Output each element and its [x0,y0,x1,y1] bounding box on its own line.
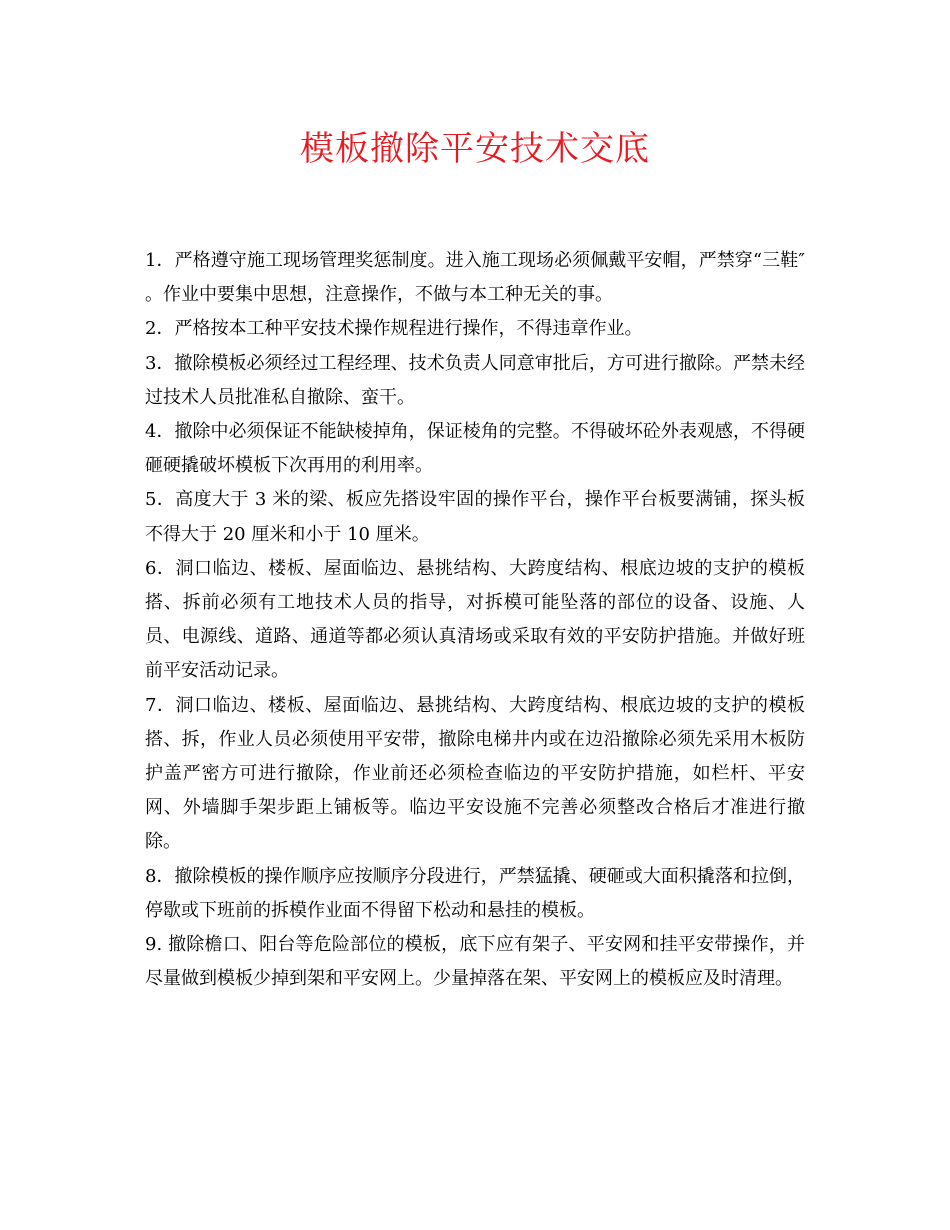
document-body [145,244,805,996]
list-item: 3．撤除模板必须经过工程经理、技术负责人同意审批后，方可进行撤除。严禁未经过技术人员批准私自撤除、蛮干。 [145,352,805,408]
list-item: 1．严格遵守施工现场管理奖惩制度。进入施工现场必须佩戴平安帽，严禁穿“三鞋″ 。作业中要集中思想，注意操作，不做与本工种无关的事。 [145,250,805,306]
list-item: 4．撤除中必须保证不能缺棱掉角，保证棱角的完整。不得破坏砼外表观感，不得硬砸硬撬破坏模板下次再用的利用率。 [145,421,805,477]
list-item: 5．高度大于 3 米的梁、板应先搭设牢固的操作平台，操作平台板要满铺，探头板不得大于 20 厘米和小于 10 厘米。 [145,489,805,545]
list-item: 2．严格按本工种平安技术操作规程进行操作，不得违章作业。 [145,318,643,340]
list-item: 6．洞口临边、楼板、屋面临边、悬挑结构、大跨度结构、根底边坡的支护的模板搭、拆前必须有工地技术人员的指导，对拆模可能坠落的部位的设备、设施、人员、电源线、道路、通道等都必须认真清场或采取有效的平安防护措施。并做好班前平安活动记录。 [145,557,805,682]
document-title: 模板撤除平安技术交底 [300,129,650,169]
list-item: 8．撤除模板的操作顺序应按顺序分段进行，严禁猛撬、硬砸或大面积撬落和拉倒，停歇或下班前的拆模作业面不得留下松动和悬挂的模板。 [145,865,805,921]
list-item: 9. 撤除檐口、阳台等危险部位的模板，底下应有架子、平安网和挂平安带操作，并尽量做到模板少掉到架和平安网上。少量掉落在架、平安网上的模板应及时清理。 [145,934,805,990]
list-item: 7．洞口临边、楼板、屋面临边、悬挑结构、大跨度结构、根底边坡的支护的模板搭、拆，作业人员必须使用平安带，撤除电梯井内或在边沿撤除必须先采用木板防护盖严密方可进行撤除，作业前还必须检查临边的平安防护措施，如栏杆、平安网、外墙脚手架步距上铺板等。临边平安设施不完善必须整改合格后才准进行撤除。 [145,694,805,853]
